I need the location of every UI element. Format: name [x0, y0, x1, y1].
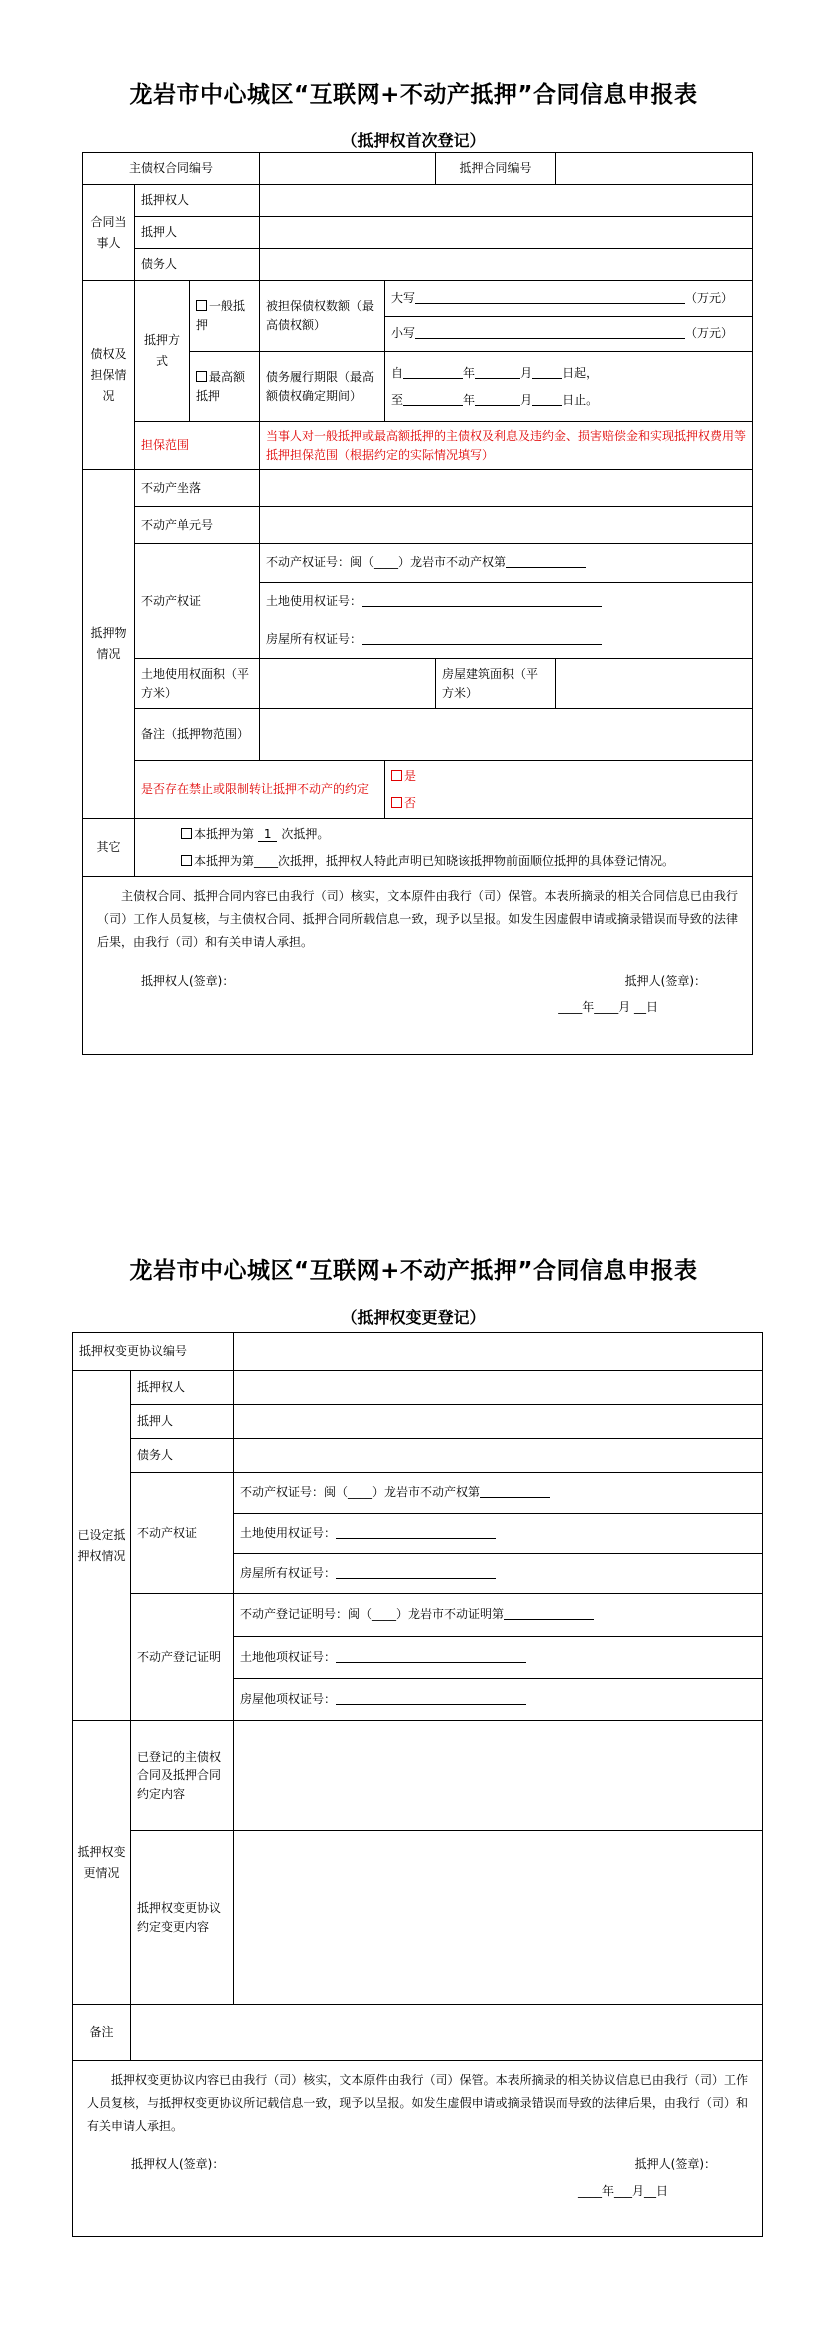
f2-mortgagee-field[interactable]: [234, 1371, 763, 1405]
unit-no-label: 不动产单元号: [135, 507, 260, 544]
f2-remark-field[interactable]: [131, 2005, 763, 2061]
agreement-no-field[interactable]: [234, 1333, 763, 1371]
debtor-field[interactable]: [260, 249, 753, 281]
max-checkbox[interactable]: [196, 371, 207, 382]
f2-cert-no-field[interactable]: 不动产权证号：闽（____）龙岩市不动产权第: [234, 1473, 762, 1513]
form1-declaration: 主债权合同、抵押合同内容已由我行（司）核实，文本原件由我行（司）保管。本表所摘录的相关合同信息已由我行（司）工作人员复核，与主债权合同、抵押合同所载信息一致，现予以呈报。如发生因虚假申请或摘录错误而导致的法律后果，由我行（司）和有关申请人承担。: [97, 889, 739, 949]
cert-no-field[interactable]: 不动产权证号：闽（____）龙岩市不动产权第: [260, 544, 752, 582]
no-checkbox[interactable]: [391, 797, 402, 808]
method-label: 抵押方式: [135, 281, 190, 422]
term-label: 债务履行期限（最高额债权确定期间）: [260, 352, 385, 422]
form1-mortgagee-sign[interactable]: 抵押权人(签章)：: [141, 973, 235, 988]
land-cert-field[interactable]: 土地使用权证号：: [260, 582, 752, 620]
land-area-field[interactable]: [260, 659, 436, 709]
building-area-field[interactable]: [556, 659, 753, 709]
agreement-no-label: 抵押权变更协议编号: [73, 1333, 234, 1371]
main-contract-no-field[interactable]: [260, 153, 436, 185]
guarantee-label: 债权及担保情况: [83, 281, 135, 470]
upper-amount-field[interactable]: 大写 （万元）: [385, 281, 752, 316]
f2-cert-label: 不动产权证: [131, 1473, 234, 1594]
location-field[interactable]: [260, 470, 753, 507]
form2-mortgagee-sign[interactable]: 抵押权人(签章)：: [131, 2157, 225, 2172]
yes-checkbox[interactable]: [391, 770, 402, 781]
changed-content-label: 抵押权变更协议约定变更内容: [131, 1831, 234, 2005]
general-checkbox[interactable]: [196, 300, 207, 311]
max-option[interactable]: 最高额抵押: [190, 352, 260, 422]
general-option[interactable]: 一般抵押: [190, 281, 260, 352]
first-mortgage-checkbox[interactable]: [181, 828, 192, 839]
form2-subtitle: （抵押权变更登记）: [341, 1308, 486, 1327]
no-option[interactable]: 否: [391, 790, 746, 817]
subsequent-mortgage-checkbox[interactable]: [181, 855, 192, 866]
existing-label: 已设定抵押权情况: [73, 1371, 131, 1721]
house-cert-field[interactable]: 房屋所有权证号：: [260, 620, 752, 658]
registered-content-label: 已登记的主债权合同及抵押合同约定内容: [131, 1721, 234, 1831]
house-other-field[interactable]: 房屋他项权证号：: [234, 1678, 762, 1720]
land-other-field[interactable]: 土地他项权证号：: [234, 1636, 762, 1678]
lower-amount-field[interactable]: 小写 （万元）: [385, 316, 752, 351]
mortgage-contract-no-label: 抵押合同编号: [436, 153, 556, 185]
f2-remark-label: 备注: [73, 2005, 131, 2061]
scope-text: 当事人对一般抵押或最高额抵押的主债权及利息及违约金、损害赔偿金和实现抵押权费用等抵押担保范围（根据约定的实际情况填写）: [260, 422, 753, 470]
remark-label: 备注（抵押物范围）: [135, 709, 260, 761]
form2-date[interactable]: ____年___月__日: [578, 2183, 669, 2198]
land-area-label: 土地使用权面积（平方米）: [135, 659, 260, 709]
form2-table: [72, 1332, 763, 2237]
f2-land-cert-field[interactable]: 土地使用权证号：: [234, 1513, 762, 1553]
remark-field[interactable]: [260, 709, 753, 761]
mortgagor-field[interactable]: [260, 217, 753, 249]
restriction-label: 是否存在禁止或限制转让抵押不动产的约定: [135, 761, 385, 819]
mortgage-contract-no-field[interactable]: [556, 153, 753, 185]
f2-mortgagee-label: 抵押权人: [131, 1371, 234, 1405]
f2-debtor-label: 债务人: [131, 1439, 234, 1473]
f2-mortgagor-field[interactable]: [234, 1405, 763, 1439]
main-contract-no-label: 主债权合同编号: [83, 153, 260, 185]
mortgagee-field[interactable]: [260, 185, 753, 217]
form1-date[interactable]: ____年____月 __日: [558, 1000, 659, 1015]
f2-house-cert-field[interactable]: 房屋所有权证号：: [234, 1553, 762, 1593]
form1-mortgagor-sign[interactable]: 抵押人(签章)：: [624, 973, 707, 988]
reg-cert-label: 不动产登记证明: [131, 1594, 234, 1721]
change-label: 抵押权变更情况: [73, 1721, 131, 2005]
debtor-label: 债务人: [135, 249, 260, 281]
location-label: 不动产坐落: [135, 470, 260, 507]
scope-label: 担保范围: [135, 422, 260, 470]
changed-content-field[interactable]: [234, 1831, 763, 2005]
form2-title: 龙岩市中心城区“互联网+不动产抵押”合同信息申报表: [129, 1258, 698, 1284]
other-label: 其它: [83, 819, 135, 877]
f2-debtor-field[interactable]: [234, 1439, 763, 1473]
yes-option[interactable]: 是: [391, 763, 746, 790]
form2-declaration: 抵押权变更协议内容已由我行（司）核实，文本原件由我行（司）保管。本表所摘录的相关协议信息已由我行（司）工作人员复核，与抵押权变更协议所记载信息一致，现予以呈报。如发生虚假申请或摘录错误而导致的法律后果，由我行（司）和有关申请人承担。: [87, 2073, 749, 2133]
form2-mortgagor-sign[interactable]: 抵押人(签章)：: [634, 2157, 717, 2172]
cert-label: 不动产权证: [135, 544, 260, 659]
unit-no-field[interactable]: [260, 507, 753, 544]
form1-title: 龙岩市中心城区“互联网+不动产抵押”合同信息申报表: [129, 82, 698, 108]
f2-mortgagor-label: 抵押人: [131, 1405, 234, 1439]
registered-content-field[interactable]: [234, 1721, 763, 1831]
parties-label: 合同当事人: [83, 185, 135, 281]
form1-subtitle: （抵押权首次登记）: [341, 131, 486, 150]
term-field[interactable]: 自 年 月 日起， 至 年 月 日止。: [385, 352, 753, 422]
reg-cert-no-field[interactable]: 不动产登记证明号：闽（____）龙岩市不动证明第: [234, 1594, 762, 1636]
subsequent-mortgage-option[interactable]: 本抵押为第____次抵押，抵押权人特此声明已知晓该抵押物前面顺位抵押的具体登记情况。: [141, 848, 746, 875]
first-mortgage-option[interactable]: 本抵押为第 1 次抵押。: [141, 821, 746, 848]
mortgagee-label: 抵押权人: [135, 185, 260, 217]
amount-label: 被担保债权数额（最高债权额）: [260, 281, 385, 352]
building-area-label: 房屋建筑面积（平方米）: [436, 659, 556, 709]
form1-table: [82, 152, 753, 1055]
mortgagor-label: 抵押人: [135, 217, 260, 249]
property-label: 抵押物情况: [83, 470, 135, 819]
